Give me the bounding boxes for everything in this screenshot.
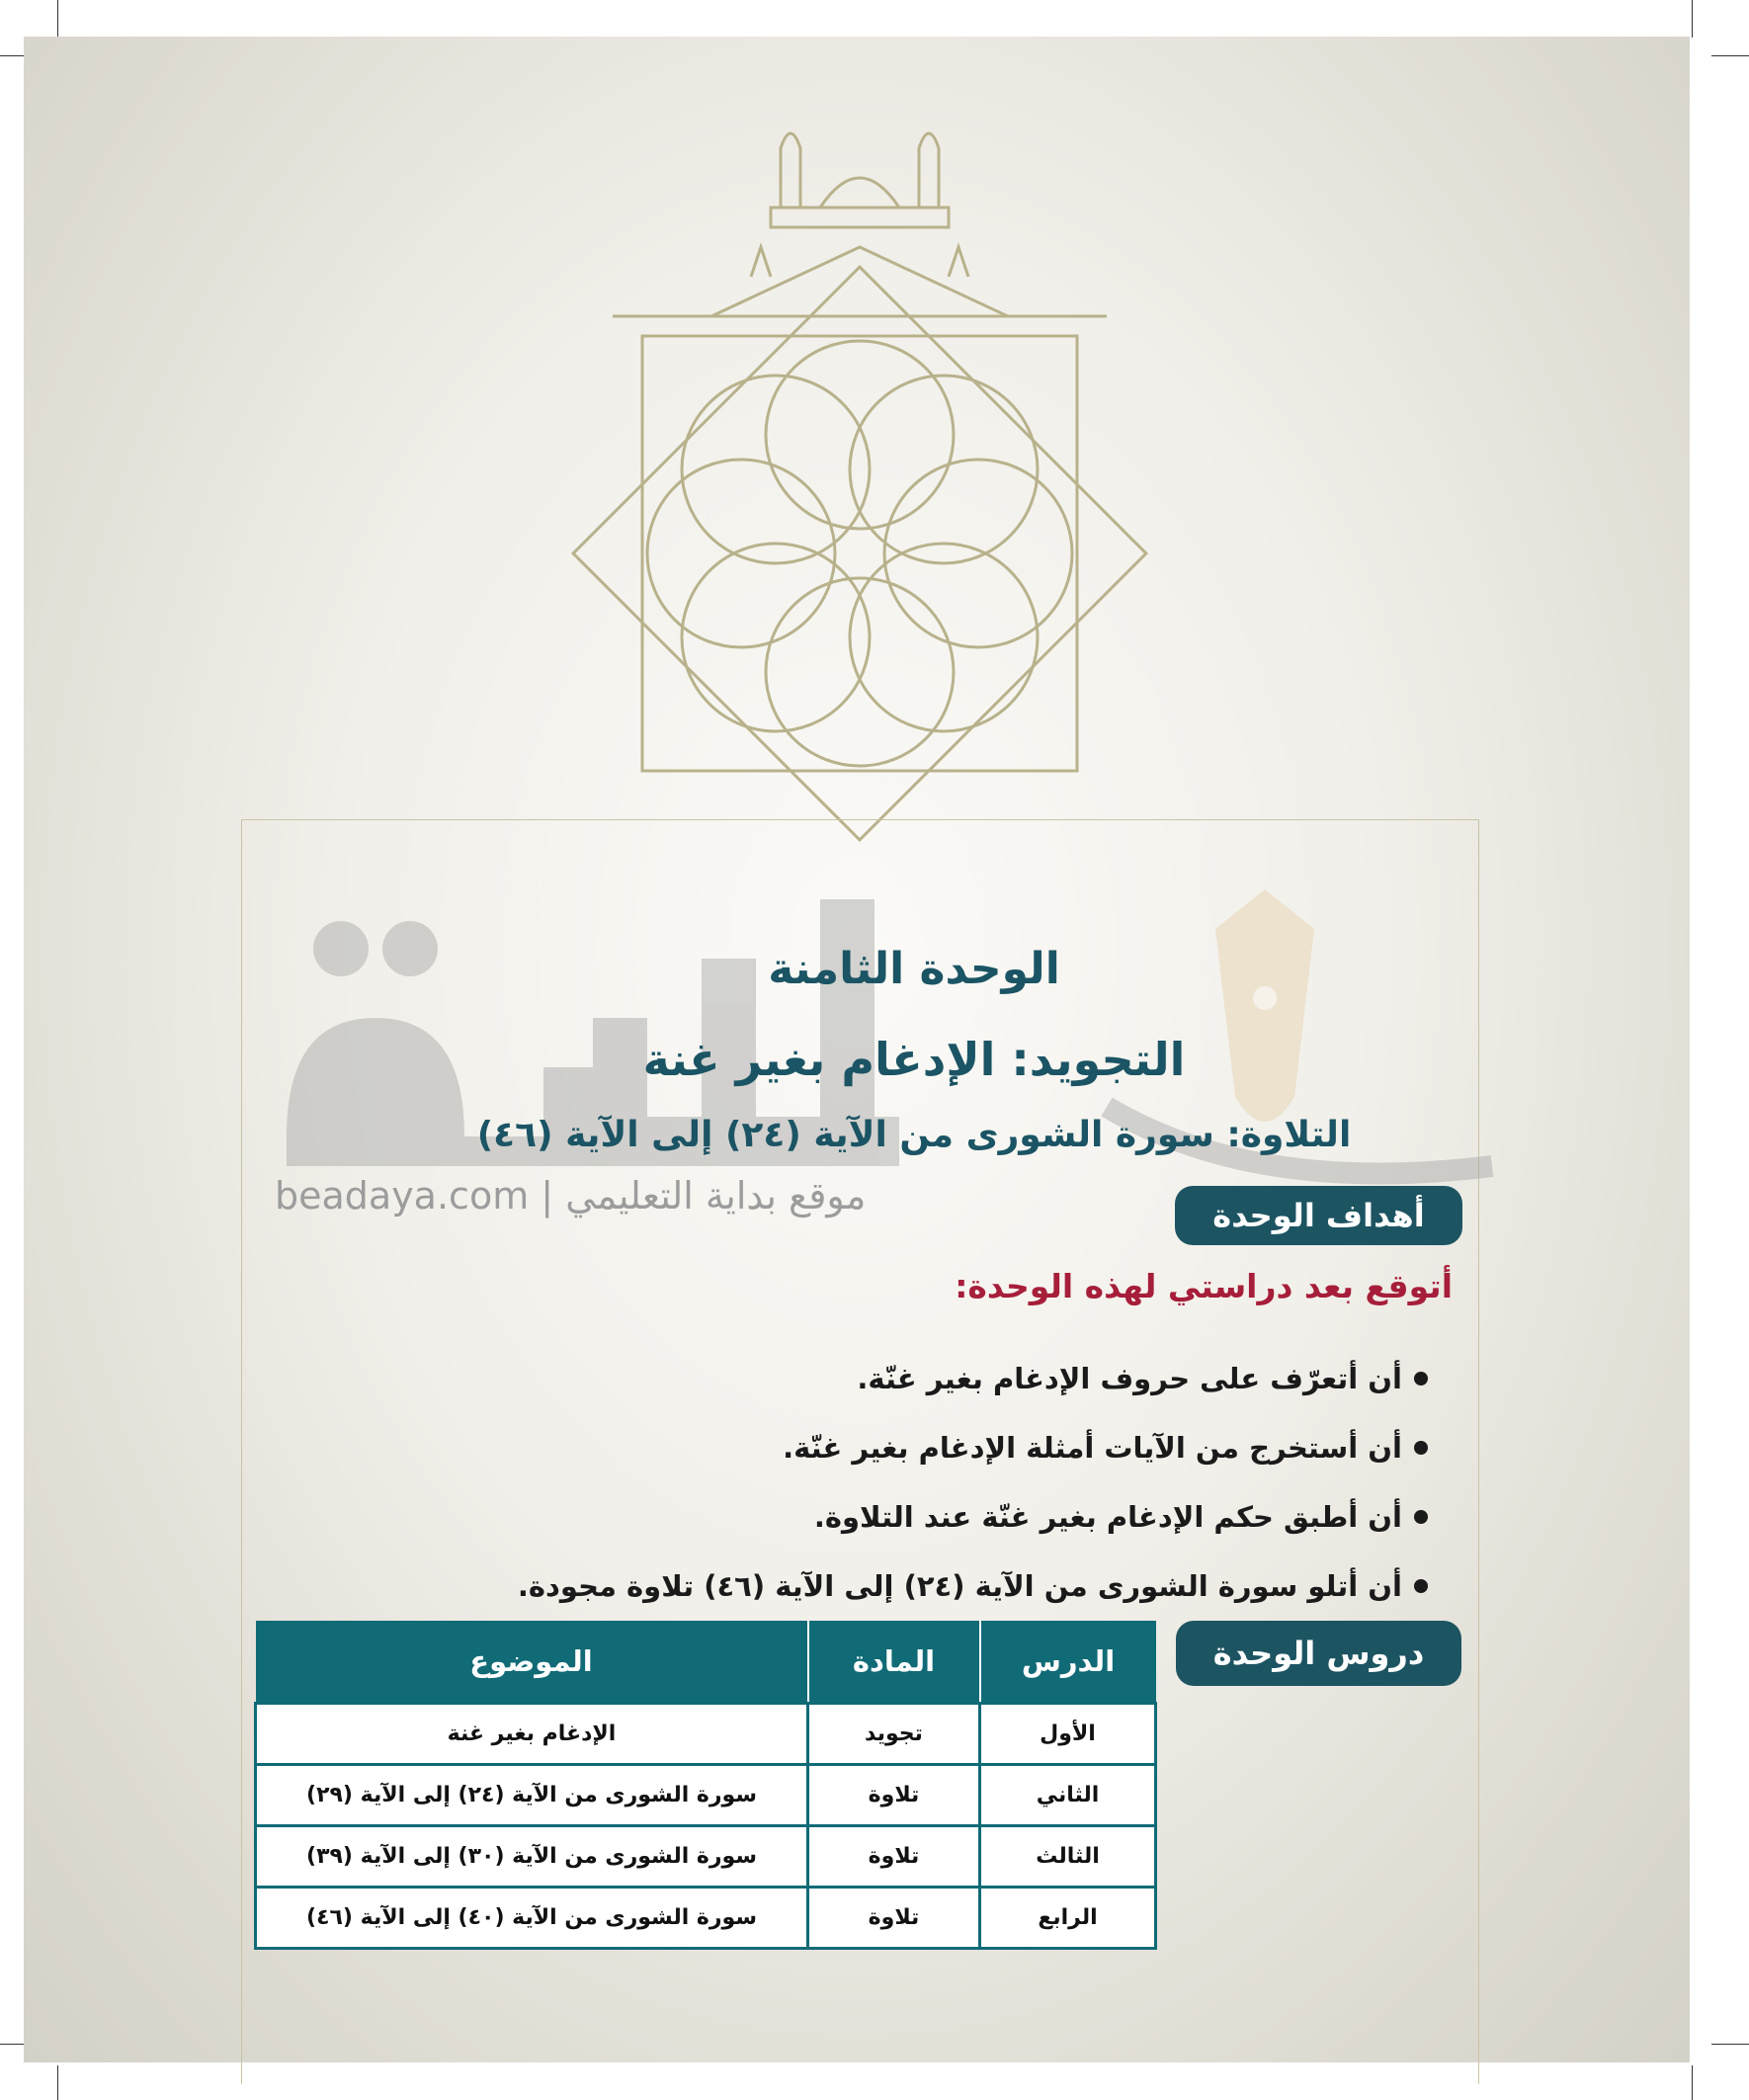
table-row [256,1826,1156,1888]
watermark-tagline: موقع بداية التعليمي [565,1174,867,1218]
mosque-ornament-icon [514,109,1206,899]
cell-topic: سورة الشورى من الآية (٣٠) إلى الآية (٣٩) [256,1826,808,1888]
objectives-badge: أهداف الوحدة [1175,1186,1462,1245]
cell-topic: سورة الشورى من الآية (٤٠) إلى الآية (٤٦) [256,1888,808,1949]
bullet-icon [1414,1510,1428,1524]
lessons-table [254,1621,1157,1950]
list-item: أن أطبق حكم الإدغام بغير غنّة عند التلاوة. [518,1482,1428,1552]
bullet-icon [1414,1579,1428,1593]
crop-mark [57,0,58,38]
cell-lesson: الرابع [980,1888,1156,1949]
cell-subject: تلاوة [808,1826,980,1888]
objectives-intro: أتوقع بعد دراستي لهذه الوحدة: [955,1267,1453,1305]
crop-mark [1711,2044,1749,2045]
cell-subject: تلاوة [808,1765,980,1826]
list-item: أن أتعرّف على حروف الإدغام بغير غنّة. [518,1344,1428,1413]
cell-topic: الإدغام بغير غنة [256,1704,808,1765]
table-row [256,1888,1156,1949]
crop-mark [1711,55,1749,56]
table-row [256,1765,1156,1826]
cell-lesson: الثالث [980,1826,1156,1888]
lessons-badge: دروس الوحدة [1176,1621,1461,1686]
cell-lesson: الثاني [980,1765,1156,1826]
cell-subject: تجويد [808,1704,980,1765]
cell-lesson: الأول [980,1704,1156,1765]
crop-mark [1692,0,1693,38]
header-lesson: الدرس [980,1621,1156,1704]
tajweed-title: التجويد: الإدغام بغير غنة [642,1033,1186,1086]
list-item: أن أستخرج من الآيات أمثلة الإدغام بغير غنّة. [518,1413,1428,1482]
crop-mark [1692,2065,1693,2100]
recitation-title: التلاوة: سورة الشورى من الآية (٢٤) إلى الآية (٤٦) [476,1115,1352,1155]
crop-mark [57,2065,58,2100]
bullet-icon [1414,1372,1428,1386]
cell-subject: تلاوة [808,1888,980,1949]
bullet-icon [1414,1441,1428,1455]
cell-topic: سورة الشورى من الآية (٢٤) إلى الآية (٢٩) [256,1765,808,1826]
unit-title: الوحدة الثامنة [768,944,1060,994]
table-row [256,1704,1156,1765]
header-subject: المادة [808,1621,980,1704]
watermark-url: beadaya.com | موقع بداية التعليمي [275,1174,867,1218]
watermark-url-text: beadaya.com [275,1174,530,1218]
list-item: أن أتلو سورة الشورى من الآية (٢٤) إلى الآية (٤٦) تلاوة مجودة. [518,1552,1428,1621]
header-topic: الموضوع [256,1621,808,1704]
table-header-row [256,1621,1156,1704]
objectives-list [518,1344,1428,1621]
